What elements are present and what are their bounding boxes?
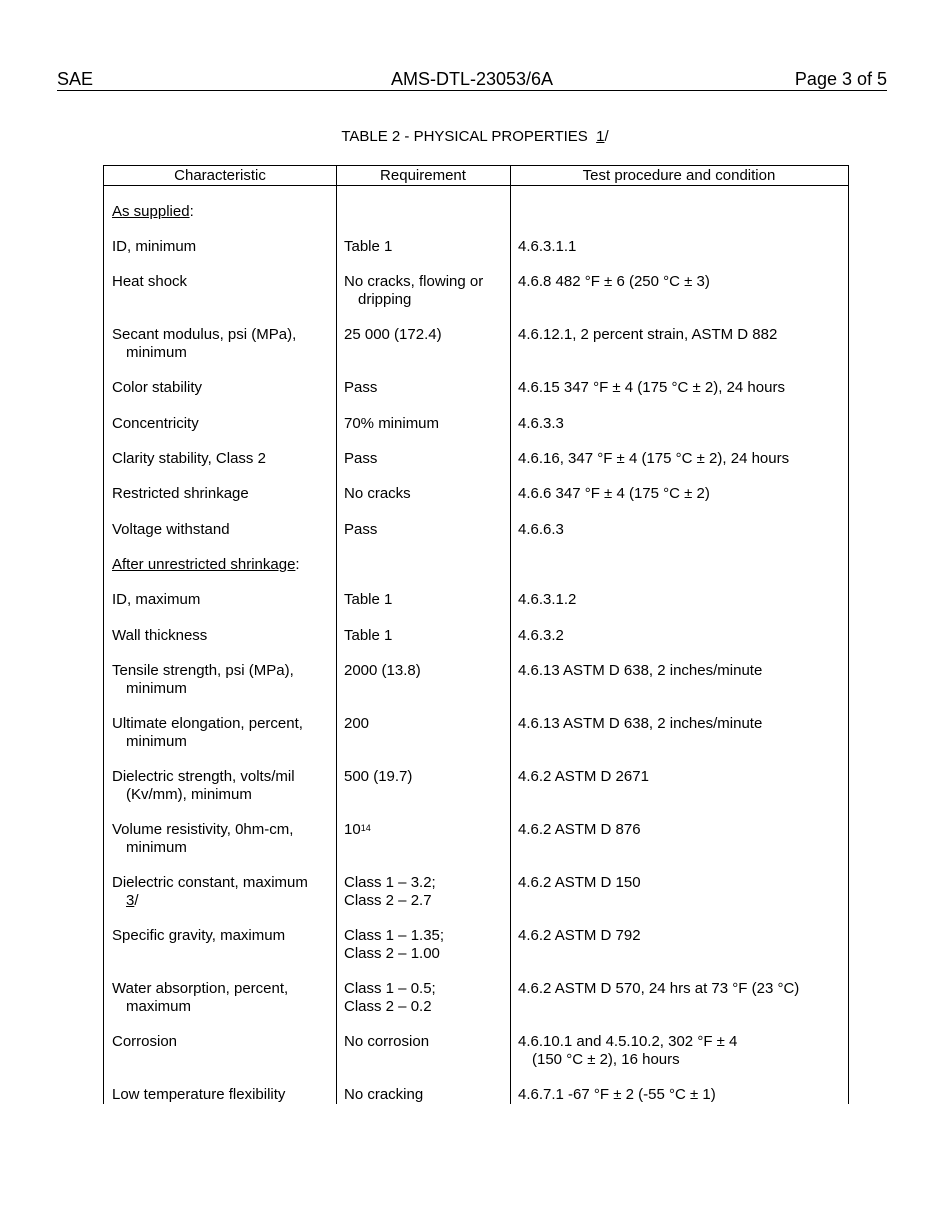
requirement-text: Class 2 – 0.2 <box>344 998 432 1015</box>
characteristic-cell <box>112 821 332 857</box>
test-procedure-cell <box>518 980 844 998</box>
test-procedure-cell <box>518 874 844 892</box>
characteristic-text: Corrosion <box>112 1033 178 1050</box>
test-procedure-text: 4.6.2 ASTM D 2671 <box>518 768 649 785</box>
test-procedure-text: 4.6.13 ASTM D 638, 2 inches/minute <box>518 662 763 679</box>
characteristic-cell <box>112 450 332 468</box>
header-org: SAE <box>57 69 94 89</box>
characteristic-cell <box>112 326 332 362</box>
test-procedure-text: 4.6.2 ASTM D 792 <box>518 927 641 944</box>
characteristic-text: Voltage withstand <box>112 521 230 538</box>
requirement-cell <box>344 379 504 397</box>
requirement-cell <box>344 485 504 503</box>
test-procedure-cell <box>518 1033 844 1069</box>
section-heading-after-unrestricted-shrinkage <box>112 556 332 574</box>
test-procedure-text: 4.6.7.1 -67 °F ± 2 (-55 °C ± 1) <box>518 1086 716 1103</box>
requirement-cell <box>344 415 504 433</box>
footnote-slash: / <box>134 892 139 909</box>
test-procedure-cell <box>518 768 844 786</box>
column-header-characteristic: Characteristic <box>174 167 266 184</box>
test-procedure-text: 4.6.10.1 and 4.5.10.2, 302 °F ± 4 <box>518 1033 738 1050</box>
requirement-cell <box>344 591 504 609</box>
requirement-text: 10 <box>344 821 361 838</box>
characteristic-text: Heat shock <box>112 273 188 290</box>
characteristic-text: minimum <box>126 839 187 856</box>
test-procedure-text: 4.6.12.1, 2 percent strain, ASTM D 882 <box>518 326 778 343</box>
test-procedure-cell <box>518 1086 844 1104</box>
requirement-cell <box>344 768 504 786</box>
characteristic-text: Concentricity <box>112 415 199 432</box>
characteristic-text: Ultimate elongation, percent, <box>112 715 303 732</box>
test-procedure-cell <box>518 415 844 433</box>
requirement-cell <box>344 326 504 344</box>
column-divider <box>336 166 337 1104</box>
characteristic-text: Tensile strength, psi (MPa), <box>112 662 294 679</box>
characteristic-text: Clarity stability, Class 2 <box>112 450 266 467</box>
test-procedure-cell <box>518 627 844 645</box>
characteristic-text: ID, minimum <box>112 238 197 255</box>
requirement-cell <box>344 821 504 839</box>
characteristic-cell <box>112 238 332 256</box>
requirement-cell <box>344 1086 504 1104</box>
requirement-cell <box>344 450 504 468</box>
test-procedure-text: 4.6.2 ASTM D 570, 24 hrs at 73 °F (23 °C) <box>518 980 800 997</box>
test-procedure-text: 4.6.3.1.1 <box>518 238 577 255</box>
requirement-text: dripping <box>358 291 412 308</box>
requirement-cell <box>344 1033 504 1051</box>
requirement-text: 70% minimum <box>344 415 440 432</box>
section-heading-text: After unrestricted shrinkage <box>112 556 296 573</box>
header-page-number: Page 3 of 5 <box>794 69 887 89</box>
header-doc-number: AMS-DTL-23053/6A <box>390 69 554 89</box>
requirement-text: No cracks, flowing or <box>344 273 484 290</box>
characteristic-cell <box>112 927 332 945</box>
page-header <box>57 68 887 91</box>
characteristic-text: Specific gravity, maximum <box>112 927 286 944</box>
characteristic-text: Restricted shrinkage <box>112 485 249 502</box>
characteristic-text: minimum <box>126 680 187 697</box>
requirement-cell <box>344 627 504 645</box>
requirement-text: 2000 (13.8) <box>344 662 421 679</box>
test-procedure-text: 4.6.15 347 °F ± 4 (175 °C ± 2), 24 hours <box>518 379 785 396</box>
column-header-requirement: Requirement <box>380 167 466 184</box>
table-title-text: TABLE 2 - PHYSICAL PROPERTIES <box>341 128 597 145</box>
requirement-text: Class 2 – 2.7 <box>344 892 432 909</box>
characteristic-cell <box>112 415 332 433</box>
characteristic-cell <box>112 379 332 397</box>
test-procedure-text: 4.6.6.3 <box>518 521 564 538</box>
column-header-test-procedure: Test procedure and condition <box>582 167 776 184</box>
characteristic-text: Dielectric constant, maximum <box>112 874 308 891</box>
characteristic-cell <box>112 1086 332 1104</box>
test-procedure-cell <box>518 450 844 468</box>
characteristic-cell <box>112 715 332 751</box>
characteristic-text: maximum <box>126 998 192 1015</box>
characteristic-text: Water absorption, percent, <box>112 980 289 997</box>
requirement-text: No cracking <box>344 1086 424 1103</box>
characteristic-text: Volume resistivity, 0hm-cm, <box>112 821 294 838</box>
test-procedure-text: (150 °C ± 2), 16 hours <box>532 1051 680 1068</box>
test-procedure-text: 4.6.3.1.2 <box>518 591 577 608</box>
characteristic-cell <box>112 1033 332 1051</box>
requirement-cell <box>344 238 504 256</box>
test-procedure-text: 4.6.2 ASTM D 876 <box>518 821 641 838</box>
requirement-cell <box>344 927 504 963</box>
test-procedure-text: 4.6.16, 347 °F ± 4 (175 °C ± 2), 24 hours <box>518 450 790 467</box>
characteristic-text: minimum <box>126 344 187 361</box>
characteristic-text: Color stability <box>112 379 203 396</box>
requirement-text: 500 (19.7) <box>344 768 413 785</box>
characteristic-cell <box>112 521 332 539</box>
test-procedure-cell <box>518 485 844 503</box>
requirement-cell <box>344 874 504 910</box>
exponent: 14 <box>360 823 371 833</box>
test-procedure-cell <box>518 521 844 539</box>
characteristic-cell <box>112 627 332 645</box>
characteristic-text: minimum <box>126 733 187 750</box>
test-procedure-cell <box>518 379 844 397</box>
requirement-text: No cracks <box>344 485 411 502</box>
characteristic-text: Wall thickness <box>112 627 208 644</box>
characteristic-text: Low temperature flexibility <box>112 1086 286 1103</box>
requirement-text: Table 1 <box>344 591 393 608</box>
requirement-text: Class 1 – 0.5; <box>344 980 436 997</box>
requirement-text: Class 1 – 3.2; <box>344 874 436 891</box>
test-procedure-text: 4.6.8 482 °F ± 6 (250 °C ± 3) <box>518 273 710 290</box>
test-procedure-text: 4.6.3.3 <box>518 415 564 432</box>
physical-properties-table <box>103 165 849 1104</box>
section-heading-colon: : <box>295 556 300 573</box>
test-procedure-text: 4.6.13 ASTM D 638, 2 inches/minute <box>518 715 763 732</box>
characteristic-cell <box>112 591 332 609</box>
table-title <box>0 128 950 146</box>
test-procedure-cell <box>518 326 844 344</box>
section-heading-colon: : <box>189 203 194 220</box>
requirement-text: Class 1 – 1.35; <box>344 927 445 944</box>
requirement-cell <box>344 715 504 733</box>
requirement-text: Pass <box>344 450 378 467</box>
characteristic-text: Secant modulus, psi (MPa), <box>112 326 297 343</box>
characteristic-text: Dielectric strength, volts/mil <box>112 768 295 785</box>
characteristic-cell <box>112 662 332 698</box>
section-heading-text: As supplied <box>112 203 190 220</box>
test-procedure-cell <box>518 591 844 609</box>
column-divider <box>510 166 511 1104</box>
requirement-text: 200 <box>344 715 370 732</box>
requirement-text: No corrosion <box>344 1033 430 1050</box>
table-header-row <box>104 166 848 186</box>
test-procedure-cell <box>518 927 844 945</box>
test-procedure-text: 4.6.6 347 °F ± 4 (175 °C ± 2) <box>518 485 710 502</box>
characteristic-text: (Kv/mm), minimum <box>126 786 252 803</box>
requirement-cell <box>344 273 504 309</box>
footnote-reference: 3 <box>126 892 135 909</box>
table-title-slash: / <box>604 128 609 145</box>
requirement-text: 25 000 (172.4) <box>344 326 442 343</box>
characteristic-cell <box>112 485 332 503</box>
requirement-text: Table 1 <box>344 627 393 644</box>
characteristic-cell <box>112 874 332 910</box>
test-procedure-cell <box>518 238 844 256</box>
characteristic-cell <box>112 768 332 804</box>
characteristic-cell <box>112 273 332 291</box>
requirement-cell <box>344 662 504 680</box>
test-procedure-cell <box>518 821 844 839</box>
test-procedure-cell <box>518 273 844 291</box>
requirement-cell <box>344 980 504 1016</box>
requirement-text: Table 1 <box>344 238 393 255</box>
characteristic-text: ID, maximum <box>112 591 201 608</box>
test-procedure-cell <box>518 662 844 680</box>
test-procedure-cell <box>518 715 844 733</box>
test-procedure-text: 4.6.3.2 <box>518 627 564 644</box>
requirement-cell <box>344 521 504 539</box>
section-heading-as-supplied <box>112 203 332 221</box>
requirement-text: Class 2 – 1.00 <box>344 945 440 962</box>
characteristic-cell <box>112 980 332 1016</box>
table-title-footnote: 1 <box>596 128 605 145</box>
requirement-text: Pass <box>344 379 378 396</box>
requirement-text: Pass <box>344 521 378 538</box>
test-procedure-text: 4.6.2 ASTM D 150 <box>518 874 641 891</box>
